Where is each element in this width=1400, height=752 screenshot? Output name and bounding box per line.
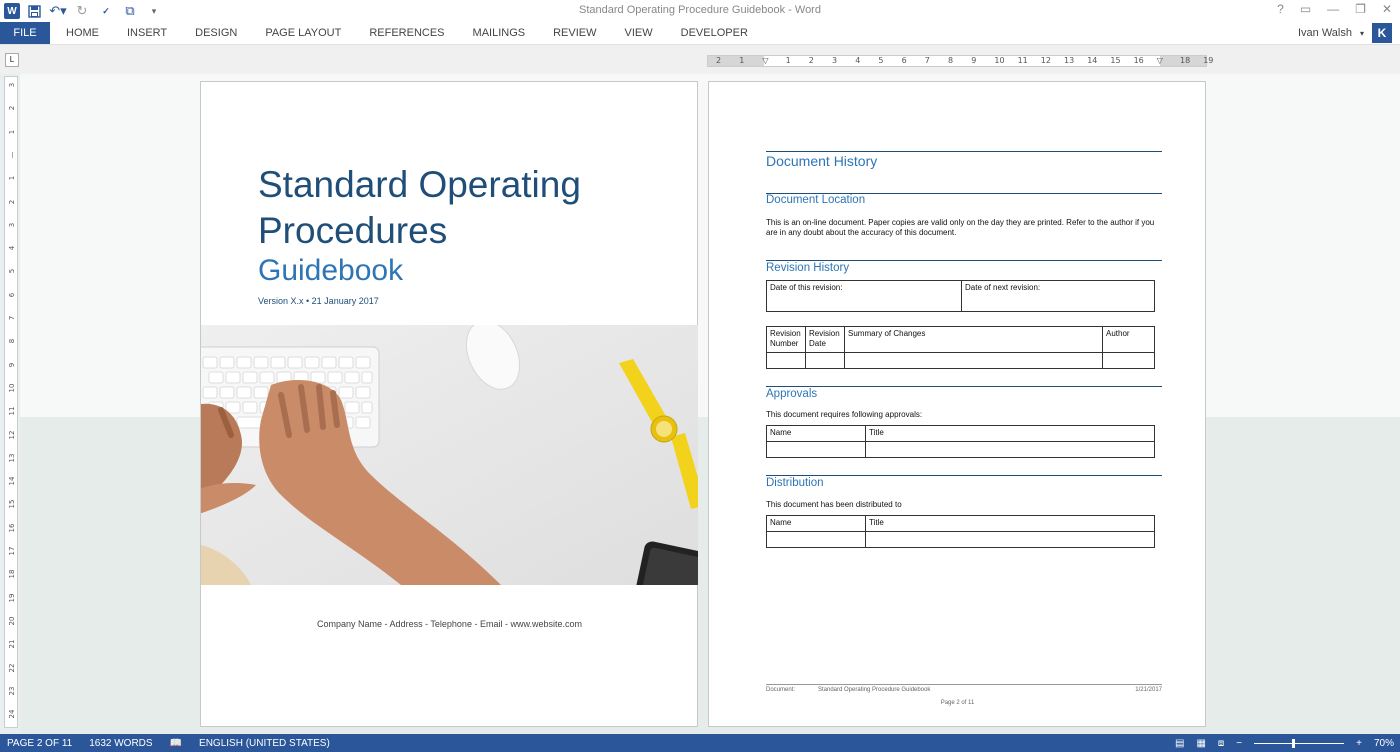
zoom-level[interactable]: 70% [1373,737,1394,749]
redo-icon[interactable]: ↻ [76,3,88,18]
table-cell[interactable] [1103,353,1155,369]
ruler-tick: 9 [8,362,16,367]
heading-distribution[interactable]: Distribution [766,477,824,489]
ruler-tick: 4 [8,245,16,251]
ruler-tick: — [8,151,16,159]
ruler-tick: 7 [924,56,930,65]
col-revision-number[interactable]: Revision Number [767,327,806,353]
ruler-tick: 23 [8,686,16,696]
col-title[interactable]: Title [866,426,1155,442]
read-mode-icon[interactable]: ▤ [1175,737,1185,749]
ruler-tick: 14 [8,476,16,486]
ruler-tick: 3 [8,82,16,88]
ruler-tick: 10 [8,383,16,393]
tab-review[interactable]: REVIEW [553,27,597,39]
footer-doc-label: Document: [766,687,796,693]
document-area[interactable] [20,74,1400,734]
ruler-tick: 1 [785,56,791,65]
ruler-tick: 10 [994,56,1005,65]
ruler-tick: 11 [8,406,16,416]
ruler-tick: ▽ [1156,56,1163,65]
tab-home[interactable]: HOME [66,27,99,39]
cover-title-line-1[interactable]: Standard Operating [258,164,581,205]
date-next-revision-cell[interactable]: Date of next revision: [962,281,1155,312]
user-dropdown-icon[interactable]: ▾ [1359,28,1364,38]
ruler-tick: 19 [1203,56,1214,65]
page-footer[interactable] [766,684,1162,693]
window-controls [1277,2,1392,16]
status-language[interactable]: ENGLISH (UNITED STATES) [199,737,330,749]
ruler-tick: 12 [1040,56,1051,65]
ribbon-tabs [0,22,1400,44]
word-logo-icon[interactable]: W [4,3,20,19]
ruler-tick: 2 [808,56,814,65]
status-page[interactable]: PAGE 2 OF 11 [7,737,73,749]
window-title: Standard Operating Procedure Guidebook - Word [579,4,821,16]
vertical-ruler[interactable] [4,76,18,728]
ruler-tick: 14 [1087,56,1098,65]
distribution-text[interactable]: This document has been distributed to [766,500,902,509]
col-name[interactable]: Name [767,516,866,532]
col-author[interactable]: Author [1103,327,1155,353]
ruler-tick: 21 [8,639,16,649]
ruler-tick: 13 [8,453,16,463]
table-cell[interactable] [806,353,845,369]
ruler-tick: 11 [1017,56,1028,65]
horizontal-ruler[interactable] [707,55,1214,67]
tab-file[interactable]: FILE [0,22,50,44]
user-name[interactable]: Ivan Walsh [1297,27,1352,39]
ruler-tick: 16 [8,523,16,533]
ruler-tick: 6 [8,292,16,297]
footer-date: 1/21/2017 [1135,687,1162,693]
restore-icon[interactable]: ❐ [1355,2,1366,16]
ruler-tick: 3 [8,222,16,228]
title-bar [0,0,1400,22]
col-summary-of-changes[interactable]: Summary of Changes [845,327,1103,353]
col-title[interactable]: Title [866,516,1155,532]
cover-title-line-2[interactable]: Procedures [258,210,448,251]
quick-access-toolbar [0,2,164,20]
touch-mode-icon[interactable]: ⧉ [125,3,135,18]
ruler-tick: 5 [878,56,884,65]
ruler-tick: 6 [901,56,907,65]
zoom-slider[interactable] [1254,743,1344,744]
ruler-tick: 15 [8,499,16,509]
customize-toolbar-icon[interactable]: ▾ [151,5,157,16]
ruler-tick: 13 [1064,56,1075,65]
tab-list [66,22,776,44]
ruler-tick: 20 [8,616,16,626]
ruler-tick: 5 [8,269,16,274]
zoom-in-icon[interactable]: + [1356,737,1362,749]
keyboard-desk-illustration [201,325,698,585]
close-icon[interactable]: ✕ [1381,2,1392,16]
ruler-tick: 2 [716,56,722,65]
ruler-tick: 3 [832,56,838,65]
tab-developer[interactable]: DEVELOPER [680,27,748,39]
table-cell[interactable] [767,353,806,369]
ruler-tick: ▽ [762,56,769,65]
col-revision-date[interactable]: Revision Date [806,327,845,353]
tab-insert[interactable]: INSERT [127,27,168,39]
approvals-text[interactable]: This document requires following approvals: [766,410,923,419]
tab-mailings[interactable]: MAILINGS [472,27,526,39]
cover-subtitle[interactable]: Guidebook [258,254,404,287]
ruler-tick: 2 [8,199,16,204]
table-cell[interactable] [845,353,1103,369]
table-cell[interactable] [767,442,866,458]
footer-page-number: Page 2 of 11 [940,700,975,706]
cover-page[interactable] [200,81,698,727]
proofing-icon[interactable]: 📖 [169,737,183,749]
distribution-table[interactable] [766,515,1155,548]
ruler-tick: 2 [8,106,16,111]
ruler-tick: 1 [8,175,16,181]
ruler-tick: 18 [1180,56,1191,65]
heading-revision-history[interactable]: Revision History [766,262,850,274]
ruler-tick: 4 [855,56,861,65]
heading-document-location[interactable]: Document Location [766,194,866,206]
ruler-tick: 12 [8,430,16,439]
web-layout-icon[interactable]: ⧈ [1217,737,1225,749]
ruler-tick: 24 [8,709,16,719]
cover-title[interactable] [258,162,581,254]
ruler-tick: 19 [8,593,16,603]
spelling-check-icon[interactable]: ✓ [102,5,110,16]
tab-references[interactable]: REFERENCES [369,27,445,39]
ruler-tick: 16 [1133,56,1144,65]
cover-image[interactable] [201,325,698,585]
revision-date-table[interactable] [766,280,1155,312]
status-words[interactable]: 1632 WORDS [89,737,153,749]
user-account[interactable] [1298,22,1392,44]
ruler-tick: 15 [1110,56,1121,65]
tab-page-layout[interactable]: PAGE LAYOUT [265,27,342,39]
ruler-tick: 9 [971,56,977,65]
rule-line [766,386,1162,387]
rule-line [766,475,1162,476]
table-cell[interactable] [767,532,866,548]
tab-view[interactable]: VIEW [624,27,653,39]
approvals-table[interactable] [766,425,1155,458]
heading-approvals[interactable]: Approvals [766,388,818,400]
ruler-row [0,44,1400,74]
zoom-slider-thumb[interactable] [1292,739,1295,748]
heading-document-history[interactable]: Document History [766,153,878,169]
tab-selector-icon[interactable]: L [5,53,19,67]
zoom-out-icon[interactable]: − [1236,737,1243,749]
undo-icon[interactable]: ↶▾ [49,3,67,18]
avatar[interactable]: K [1372,23,1392,43]
revision-history-table[interactable] [766,326,1155,369]
rule-line [766,260,1162,261]
help-icon[interactable]: ? [1277,2,1284,16]
print-layout-icon[interactable]: ▦ [1196,737,1206,749]
ruler-tick: 1 [739,56,745,65]
document-history-page[interactable] [708,81,1206,727]
date-this-revision-cell[interactable]: Date of this revision: [767,281,962,312]
ruler-tick: 1 [8,129,16,134]
tab-design[interactable]: DESIGN [195,27,238,39]
document-location-text[interactable]: This is an on-line document. Paper copies are valid only on the day they are printed. Refer to the author if you are in any doubt about the accuracy of this document. [766,218,1155,237]
status-bar [0,734,1400,752]
cover-version[interactable]: Version X.x • 21 January 2017 [258,296,379,306]
table-cell[interactable] [866,532,1155,548]
save-icon[interactable] [24,2,44,20]
cover-footer[interactable]: Company Name - Address - Telephone - Email - www.website.com [317,619,582,629]
ruler-tick: 7 [8,315,16,321]
ribbon-display-icon[interactable]: ▭ [1299,2,1312,16]
minimize-icon[interactable]: — [1327,2,1340,16]
footer-doc-name: Standard Operating Procedure Guidebook [818,687,931,693]
table-cell[interactable] [866,442,1155,458]
ruler-tick: 18 [8,569,16,579]
ruler-tick: 17 [8,546,16,556]
ruler-tick: 8 [8,339,16,344]
ruler-tick: 8 [948,56,954,65]
rule-line [766,151,1162,152]
view-zoom-controls [1175,734,1394,752]
col-name[interactable]: Name [767,426,866,442]
ruler-tick: 22 [8,663,16,672]
